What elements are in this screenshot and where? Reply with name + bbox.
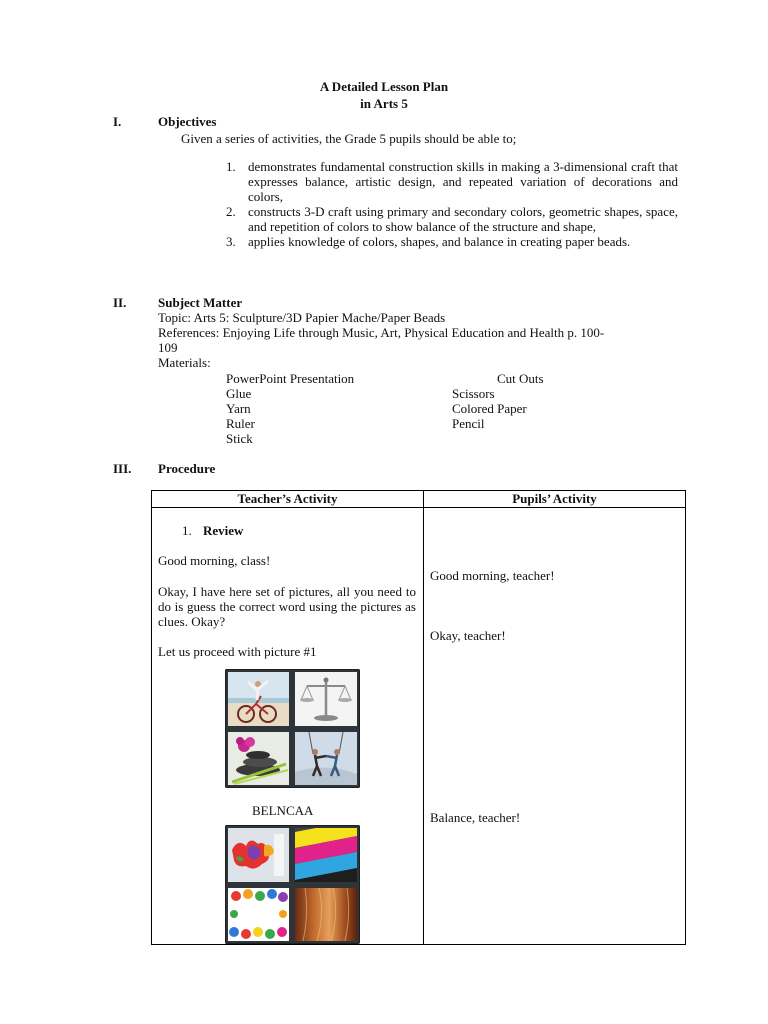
pupils-activity-cell xyxy=(424,508,686,945)
teacher-greeting: Good morning, class! xyxy=(158,553,271,568)
objectives-numeral: I. xyxy=(113,114,122,129)
material-item: PowerPoint Presentation xyxy=(226,371,355,386)
materials-label: Materials: xyxy=(158,355,211,370)
procedure-table xyxy=(151,490,686,945)
pupil-okay: Okay, teacher! xyxy=(430,628,506,643)
teacher-proceed: Let us proceed with picture #1 xyxy=(158,644,317,659)
picture-puzzle-2 xyxy=(225,825,360,944)
scale-photo xyxy=(295,672,357,726)
material-item: Pencil xyxy=(452,416,485,431)
material-item: Glue xyxy=(226,386,252,401)
material-item: Cut Outs xyxy=(497,371,544,386)
objective-number: 1. xyxy=(226,159,236,174)
hair-photo xyxy=(295,888,357,941)
picture-puzzle-1 xyxy=(225,669,360,788)
objective-item xyxy=(226,234,678,249)
objective-item xyxy=(226,204,678,234)
objective-item xyxy=(226,159,678,204)
subject-references-cont: 109 xyxy=(158,340,178,355)
material-item: Scissors xyxy=(452,386,495,401)
stones-orchid-photo xyxy=(228,732,289,785)
review-title: Review xyxy=(203,523,244,538)
objective-text: demonstrates fundamental construction skills in making a 3-dimensional craft that expresses balance, artistic design, and repeated variation of decorations and colors, xyxy=(248,159,678,204)
material-item: Colored Paper xyxy=(452,401,527,416)
procedure-heading: Procedure xyxy=(158,461,216,476)
objectives-list xyxy=(226,159,678,249)
color-rolls-photo xyxy=(295,828,357,882)
objective-number: 2. xyxy=(226,204,236,219)
material-item: Ruler xyxy=(226,416,255,431)
review-number: 1. xyxy=(182,523,192,538)
objectives-heading: Objectives xyxy=(158,114,217,129)
pupil-answer: Balance, teacher! xyxy=(430,810,521,825)
hands-photo xyxy=(228,888,289,941)
material-item: Stick xyxy=(226,431,253,446)
document-title: A Detailed Lesson Plan xyxy=(319,79,449,94)
objective-number: 3. xyxy=(226,234,236,249)
subject-topic: Topic: Arts 5: Sculpture/3D Papier Mache/Paper Beads xyxy=(158,310,446,325)
bicycle-photo xyxy=(228,672,289,726)
teacher-activity-cell xyxy=(152,508,424,945)
objectives-intro: Given a series of activities, the Grade 5 pupils should be able to; xyxy=(181,131,517,146)
pupils-activity-header: Pupils’ Activity xyxy=(424,491,686,508)
document-subtitle: in Arts 5 xyxy=(360,96,408,111)
subject-references: References: Enjoying Life through Music, Art, Physical Education and Health p. 100- xyxy=(158,325,605,340)
subject-heading: Subject Matter xyxy=(158,295,243,310)
paint-splash-photo xyxy=(228,828,289,882)
procedure-numeral: III. xyxy=(113,461,132,476)
acrobats-photo xyxy=(295,732,357,785)
teacher-activity-header: Teacher’s Activity xyxy=(152,491,424,508)
objective-text: applies knowledge of colors, shapes, and balance in creating paper beads. xyxy=(248,234,631,249)
pupil-greeting: Good morning, teacher! xyxy=(430,568,555,583)
teacher-instructions: Okay, I have here set of pictures, all you need to do is guess the correct word using the pictures as clues. Okay? xyxy=(158,584,416,629)
objective-text: constructs 3-D craft using primary and secondary colors, geometric shapes, space, and repetition of colors to show balance of the structure and shape, xyxy=(248,204,678,234)
material-item: Yarn xyxy=(226,401,251,416)
subject-numeral: II. xyxy=(113,295,127,310)
scrambled-word: BELNCAA xyxy=(252,803,314,818)
